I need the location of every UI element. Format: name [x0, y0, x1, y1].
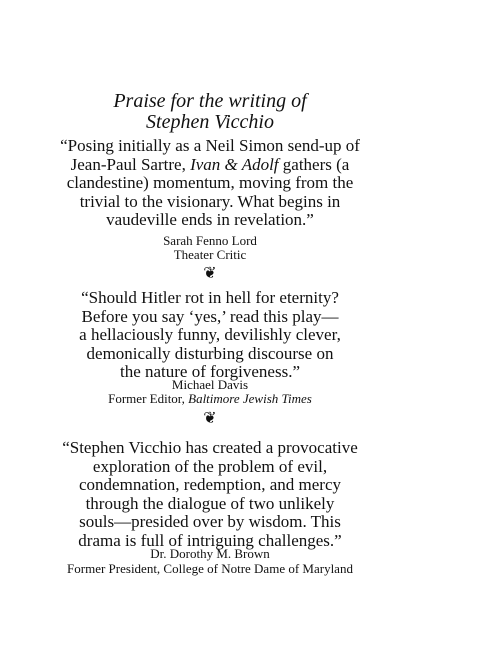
role-2-prefix: Former Editor,: [108, 391, 189, 406]
quote-1-text-b: gathers (a clandestine) momentum, moving from the trivial to the visionary. What begins in vaudeville ends in revelation.”: [66, 154, 354, 229]
attribution-name-1: Sarah Fenno Lord: [163, 233, 257, 248]
attribution-role-1: Theater Critic: [173, 247, 247, 262]
attribution-name-3: Dr. Dorothy M. Brown: [150, 546, 270, 561]
attribution-name-2: Michael Davis: [171, 377, 249, 392]
play-title-italic: Ivan & Adolf: [190, 154, 279, 174]
page-title: Praise for the writing of: [113, 90, 307, 112]
attribution-role-2: [0, 391, 420, 406]
testimonial-quote-3: “Stephen Vicchio has created a provocative exploration of the problem of evil, condemnation, redemption, and mercy through the dialogue of two unlikely souls—presided over by wisdom. This drama is full of intriguing challenges.”: [62, 438, 358, 550]
quote-1-text-a: “Posing initially as a Neil Simon send-up of Jean-Paul Sartre,: [60, 136, 360, 174]
testimonial-quote-2: “Should Hitler rot in hell for eternity? Before you say ‘yes,’ read this play— a hellaciously funny, devilishly clever, demonically disturbing discourse on the nature of forgiveness.”: [79, 288, 341, 381]
attribution-role-3: Former President, College of Notre Dame of Maryland: [67, 561, 353, 576]
page-subtitle: Stephen Vicchio: [146, 111, 274, 133]
floral-ornament-icon: ❦: [203, 265, 217, 282]
testimonial-quote-1: [0, 137, 420, 230]
publication-name-italic: Baltimore Jewish Times: [188, 391, 312, 406]
floral-ornament-icon: ❦: [203, 410, 217, 427]
